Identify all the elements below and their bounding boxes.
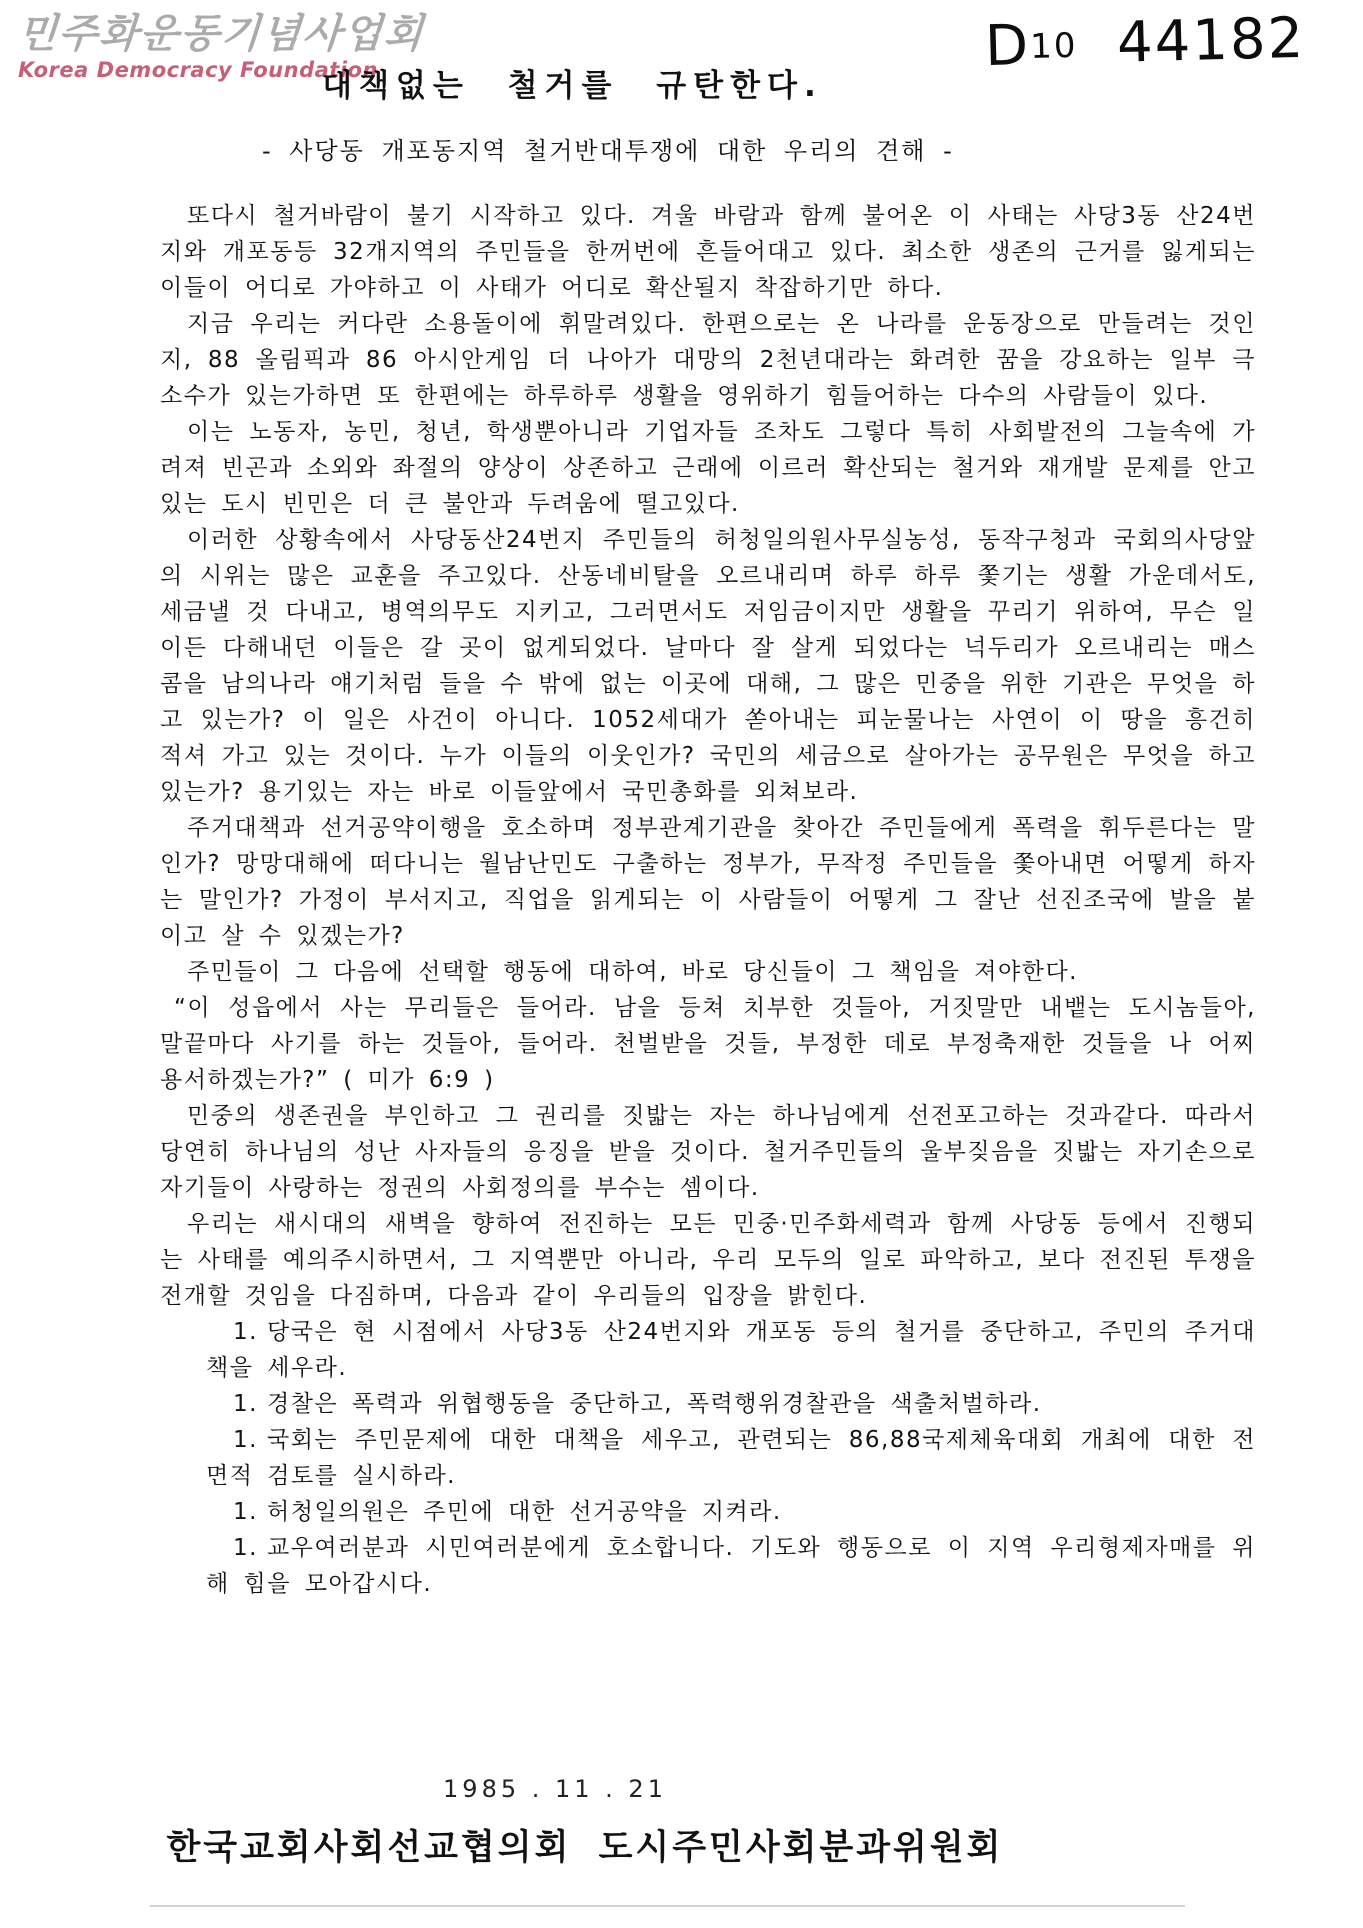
scripture-quote-paragraph: “이 성읍에서 사는 무리들은 들어라. 남을 등쳐 치부한 것들아, 거짓말만 내뱉는 도시놈들아, 말끝마다 사기를 하는 것들아, 들어라. 천벌받을 것들, 부정한 데로 부정축재한 것들을 나 어찌 용서하겠는가?” ( 미가 6:9 ) xyxy=(160,995,1256,1093)
paragraph: 주거대책과 선거공약이행을 호소하며 정부관계기관을 찾아간 주민들에게 폭력을 휘두른다는 말인가? 망망대해에 떠다니는 월남난민도 구출하는 정부가, 무작정 주민들을 쫓아내면 어떻게 하자는 말인가? 가정이 부서지고, 직업을 읽게되는 이 사람들이 어떻게 그 잘난 선진조국에 발을 붙이고 살 수 있겠는가? xyxy=(160,815,1256,949)
demand-item xyxy=(160,1530,1256,1602)
demand-text: 경찰은 폭력과 위협행동을 중단하고, 폭력행위경찰관을 색출처벌하라. xyxy=(267,1391,1042,1417)
handwritten-code-subscript: 10 xyxy=(1029,25,1078,68)
issuing-organization: 한국교회사회선교협의회 도시주민사회분과위원회 xyxy=(166,1828,1004,1868)
archive-logo-english-text: Korea Democracy Foundation xyxy=(18,58,378,82)
demand-marker: 1. xyxy=(233,1391,258,1417)
document-subtitle: - 사당동 개포동지역 철거반대투쟁에 대한 우리의 견해 - xyxy=(262,137,954,165)
paragraph: 이러한 상황속에서 사당동산24번지 주민들의 허청일의원사무실농성, 동작구청과 국회의사당앞의 시위는 많은 교훈을 주고있다. 산동네비탈을 오르내리며 하루 하루 쫓기는 생활 가운데서도, 세금낼 것 다내고, 병역의무도 지키고, 그러면서도 저임금이지만 생활을 꾸리기 위하여, 무슨 일이든 다해내던 이들은 갈 곳이 없게되었다. 날마다 잘 살게 되었다는 넉두리가 오르내리는 매스콤을 남의나라 얘기처럼 들을 수 밖에 없는 이곳에 대해, 그 많은 민중을 위한 기관은 무엇을 하고 있는가? 이 일은 사건이 아니다. 1052세대가 쏟아내는 피눈물나는 사연이 이 땅을 흥건히 적셔 가고 있는 것이다. 누가 이들의 이웃인가? 국민의 세금으로 살아가는 공무원은 무엇을 하고 있는가? 용기있는 자는 바로 이들앞에서 국민총화를 외쳐보라. xyxy=(160,527,1256,805)
paragraph: 주민들이 그 다음에 선택할 행동에 대하여, 바로 당신들이 그 책임을 져야한다. xyxy=(187,959,1078,985)
demand-text: 허청일의원은 주민에 대한 선거공약을 지켜라. xyxy=(267,1499,782,1525)
demand-marker: 1. xyxy=(233,1319,258,1345)
demand-text: 국회는 주민문제에 대한 대책을 세우고, 관련되는 86,88국제체육대회 개최에 대한 전면적 검토를 실시하라. xyxy=(206,1427,1256,1489)
demand-text: 당국은 현 시점에서 사당3동 산24번지와 개포동 등의 철거를 중단하고, 주민의 주거대책을 세우라. xyxy=(206,1319,1256,1381)
demand-item xyxy=(160,1494,1256,1530)
paragraph: 지금 우리는 커다란 소용돌이에 휘말려있다. 한편으로는 온 나라를 운동장으로 만들려는 것인지, 88 올림픽과 86 아시안게임 더 나아가 대망의 2천년대라는 화려한 꿈을 강요하는 일부 극소수가 있는가하면 또 한편에는 하루하루 생활을 영위하기 힘들어하는 다수의 사람들이 있다. xyxy=(160,311,1256,409)
demand-marker: 1. xyxy=(233,1535,258,1561)
document-body xyxy=(160,198,1256,1602)
demand-item xyxy=(160,1314,1256,1386)
paragraph: 민중의 생존권을 부인하고 그 권리를 짓밟는 자는 하나님에게 선전포고하는 것과같다. 따라서 당연히 하나님의 성난 사자들의 응징을 받을 것이다. 철거주민들의 울부짖음을 짓밟는 자기손으로 자기들이 사랑하는 정권의 사회정의를 부수는 셈이다. xyxy=(160,1103,1256,1201)
demand-item xyxy=(160,1422,1256,1494)
demand-marker: 1. xyxy=(233,1499,258,1525)
handwritten-code-prefix: D xyxy=(984,13,1032,80)
scan-artifact-line xyxy=(150,1905,1185,1907)
document-title: 대책없는 철거를 규탄한다. xyxy=(322,68,823,104)
demand-text: 교우여러분과 시민여러분에게 호소합니다. 기도와 행동으로 이 지역 우리형제자매를 위해 힘을 모아갑시다. xyxy=(206,1535,1256,1597)
demand-marker: 1. xyxy=(233,1427,258,1453)
handwritten-code-number: 44182 xyxy=(1116,5,1306,76)
handwritten-registry-number xyxy=(984,6,1306,79)
demand-item xyxy=(160,1386,1256,1422)
paragraph: 이는 노동자, 농민, 청년, 학생뿐아니라 기업자들 조차도 그렇다 특히 사회발전의 그늘속에 가려져 빈곤과 소외와 좌절의 양상이 상존하고 근래에 이르러 확산되는 철거와 재개발 문제를 안고 있는 도시 빈민은 더 큰 불안과 두려움에 떨고있다. xyxy=(160,419,1256,517)
paragraph: 우리는 새시대의 새벽을 향하여 전진하는 모든 민중·민주화세력과 함께 사당동 등에서 진행되는 사태를 예의주시하면서, 그 지역뿐만 아니라, 우리 모두의 일로 파악하고, 보다 전진된 투쟁을 전개할 것임을 다짐하며, 다음과 같이 우리들의 입장을 밝힌다. xyxy=(160,1211,1256,1309)
paragraph: 또다시 철거바람이 불기 시작하고 있다. 겨울 바람과 함께 불어온 이 사태는 사당3동 산24번지와 개포동등 32개지역의 주민들을 한꺼번에 흔들어대고 있다. 최소한 생존의 근거를 잃게되는 이들이 어디로 가야하고 이 사태가 어디로 확산될지 착잡하기만 하다. xyxy=(160,203,1256,301)
archive-logo-korean-text: 민주화운동기념사업회 xyxy=(16,10,427,57)
document-date: 1985 . 11 . 21 xyxy=(443,1775,667,1803)
